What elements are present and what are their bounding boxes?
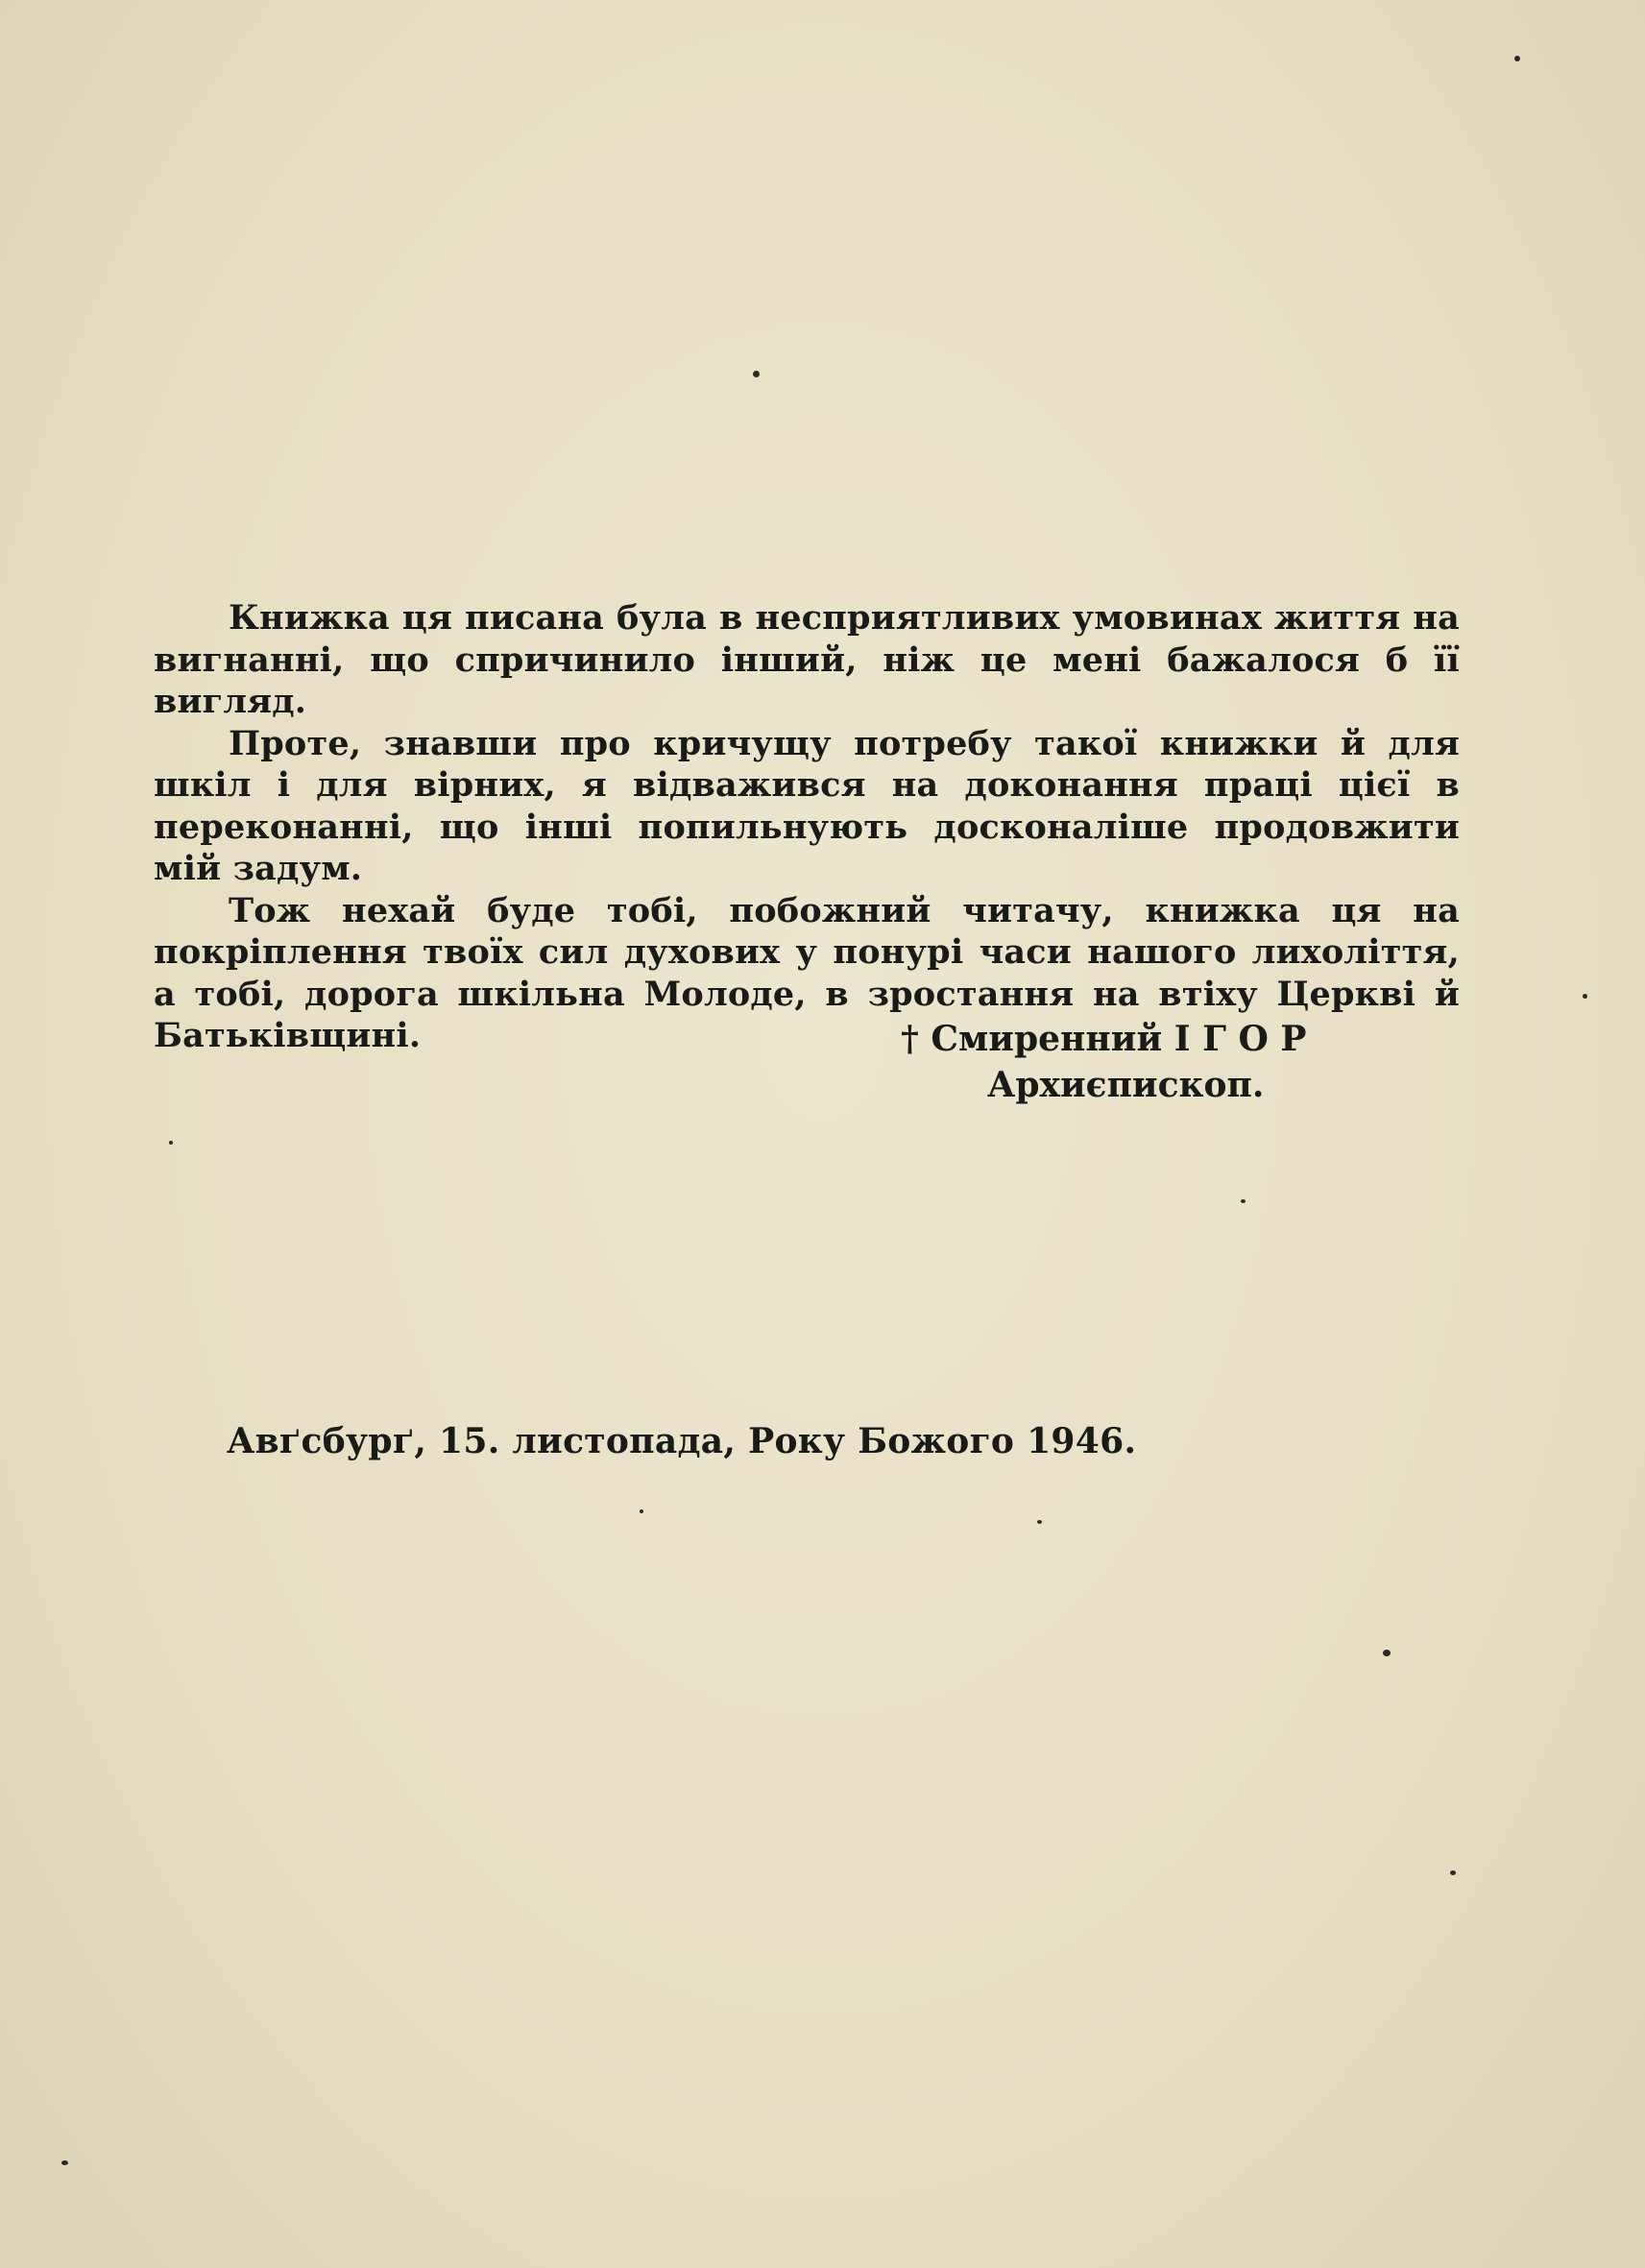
paragraph-1: Книжка ця писана була в несприятливих умовинах життя на вигнанні, що спричинило інший, ніж це мені бажалося б її вигляд. [154,598,1460,721]
paper-speck [1514,56,1520,61]
signature-block [901,1016,1306,1108]
paragraph-2: Проте, знавши про кричущу потребу такої книжки й для шкіл і для вірних, я відважився на доконання праці цієї в переконанні, що інші попильнують досконаліше продовжити мій задум. [154,723,1460,888]
paper-speck [61,2160,68,2165]
paper-speck [1383,1650,1391,1656]
paragraph-3: Тож нехай буде тобі, побожний читачу, книжка ця на покріплення твоїх сил духових у понурі часи нашого лихоліття, а тобі, дорога шкільна Молоде, в зростання на втіху Церкві й Батьківщині. [154,890,1460,1055]
paper-speck [1037,1520,1042,1524]
preface-text [154,597,1460,1057]
paper-speck [169,1141,173,1145]
paper-speck [640,1509,643,1513]
signature-title: Архиєпископ. [987,1065,1265,1105]
dateline: Авґсбурґ, 15. листопада, Року Божого 1946. [227,1421,1137,1461]
signature-name: † Смиренний І Г О Р [901,1019,1307,1059]
paper-speck [1450,1870,1456,1875]
paper-speck [1583,994,1587,999]
paper-speck [753,371,760,377]
paper-speck [1241,1199,1246,1203]
